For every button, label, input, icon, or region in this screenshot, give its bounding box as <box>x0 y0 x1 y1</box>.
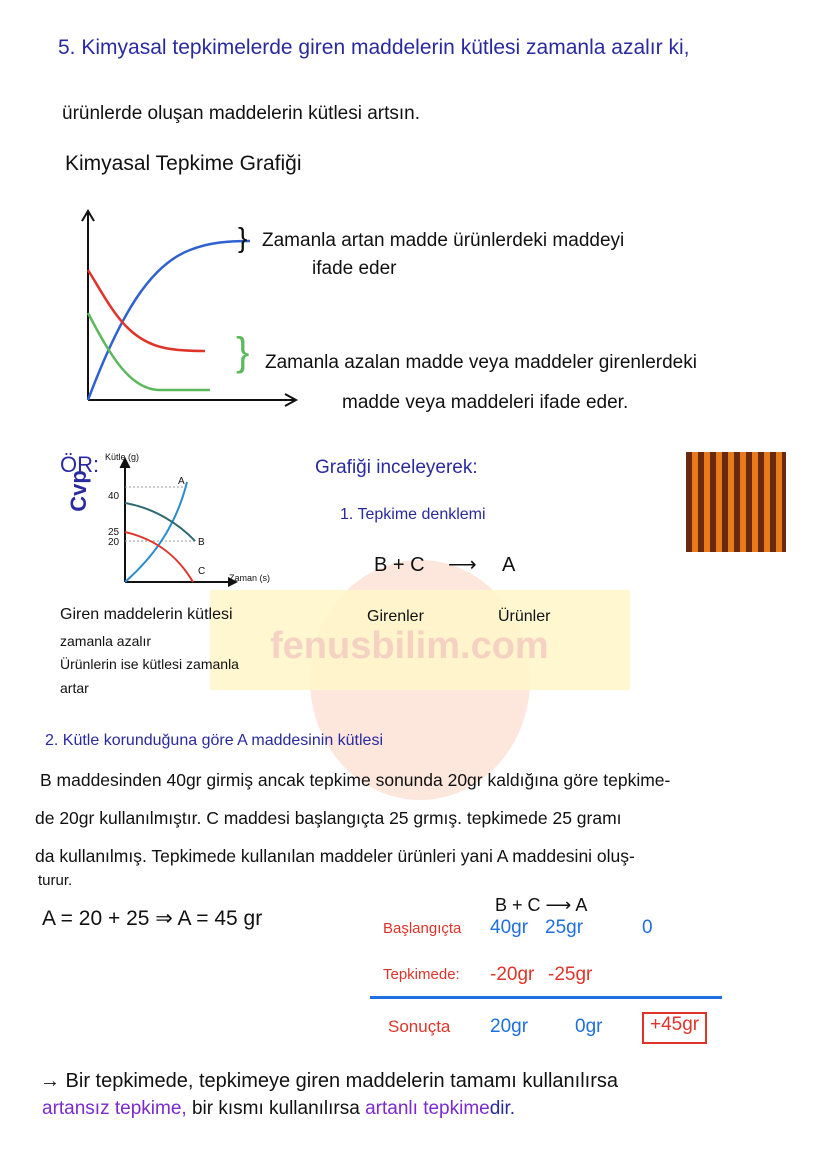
step-2-heading: 2. Kütle korunduğuna göre A maddesinin kütlesi <box>45 732 384 749</box>
qr-code[interactable] <box>686 452 786 552</box>
intro-line-2: ürünlerde oluşan maddelerin kütlesi artsın. <box>62 103 421 124</box>
calc: A = 20 + 25 ⇒ A = 45 gr <box>42 907 263 930</box>
row3-c: 0gr <box>575 1016 603 1037</box>
example-heading: Grafiği inceleyerek: <box>315 457 478 478</box>
chart-ylabel: Kütle (g) <box>105 452 140 462</box>
note-2: zamanla azalır <box>60 633 152 649</box>
curve-label-a: A <box>178 476 185 487</box>
intro-line-1: 5. Kimyasal tepkimelerde giren maddelerin kütlesi zamanla azalır ki, <box>58 36 690 59</box>
tick-40: 40 <box>108 491 120 502</box>
row1-b: 40gr <box>490 917 529 938</box>
row3-label: Sonuçta <box>388 1017 451 1036</box>
arrow-icon: ⟶ <box>448 554 477 576</box>
row1-label: Başlangıçta <box>383 920 462 937</box>
watermark-text: fenusbilim.com <box>270 625 549 667</box>
label-reactants-1: Zamanla azalan madde veya maddeler girenlerdeki <box>265 352 697 373</box>
answer-tag: Cvp <box>65 470 91 512</box>
row1-a: 0 <box>642 917 653 938</box>
label-products-1: Zamanla artan madde ürünlerdeki maddeyi <box>262 230 625 251</box>
label-reactants-2: madde veya maddeleri ifade eder. <box>342 392 629 413</box>
row2-c: -25gr <box>548 964 593 985</box>
conclusion-line-1: → Bir tepkimede, tepkimeye giren maddelerin tamamı kullanılırsa <box>40 1070 619 1092</box>
tick-25: 25 <box>108 527 120 538</box>
term-no-excess: artansız tepkime, <box>42 1098 187 1119</box>
label-products-2: ifade eder <box>312 258 397 279</box>
row2-b: -20gr <box>490 964 535 985</box>
chart-xlabel: Zaman (s) <box>229 573 271 583</box>
curve-a <box>125 482 187 582</box>
step-1: 1. Tepkime denklemi <box>340 506 486 523</box>
step-2-p2: de 20gr kullanılmıştır. C maddesi başlangıçta 25 grmış. tepkimede 25 gramı <box>35 808 622 828</box>
graph-title: Kimyasal Tepkime Grafiği <box>65 152 302 175</box>
tick-20: 20 <box>108 537 120 548</box>
step-2-p4: turur. <box>38 872 73 889</box>
note-1: Giren maddelerin kütlesi <box>60 606 233 623</box>
table-header: B + C ⟶ A <box>495 895 588 915</box>
note-3: Ürünlerin ise kütlesi zamanla <box>60 656 239 672</box>
step-2-p1: B maddesinden 40gr girmiş ancak tepkime sonunda 20gr kaldığına göre tepkime- <box>40 770 671 790</box>
conclusion-line-2 <box>42 1098 515 1120</box>
product-curve <box>88 241 250 400</box>
row3-b: 20gr <box>490 1016 529 1037</box>
brace-icon: } <box>238 222 248 253</box>
brace-icon: } <box>236 330 250 374</box>
conclusion-suffix: dir. <box>489 1098 516 1119</box>
step-2-p3: da kullanılmış. Tepkimede kullanılan maddeler ürünleri yani A maddesini oluş- <box>35 846 635 866</box>
result-box: +45gr <box>642 1012 707 1044</box>
note-4: artar <box>60 680 89 696</box>
row1-c: 25gr <box>545 917 584 938</box>
equation-right: A <box>502 554 516 576</box>
term-excess: artanlı tepkime <box>365 1098 490 1119</box>
products-label: Ürünler <box>498 608 551 625</box>
reactant-curve-1 <box>88 270 205 351</box>
curve-label-b: B <box>198 537 205 548</box>
divider <box>370 996 722 999</box>
reactants-label: Girenler <box>367 608 424 625</box>
curve-c <box>125 532 193 582</box>
row2-label: Tepkimede: <box>383 966 460 983</box>
example-tag: ÖR: <box>60 452 100 477</box>
conclusion-text: bir kısmı kullanılırsa <box>191 1098 360 1119</box>
equation-left: B + C <box>374 554 425 576</box>
curve-label-c: C <box>198 566 206 577</box>
